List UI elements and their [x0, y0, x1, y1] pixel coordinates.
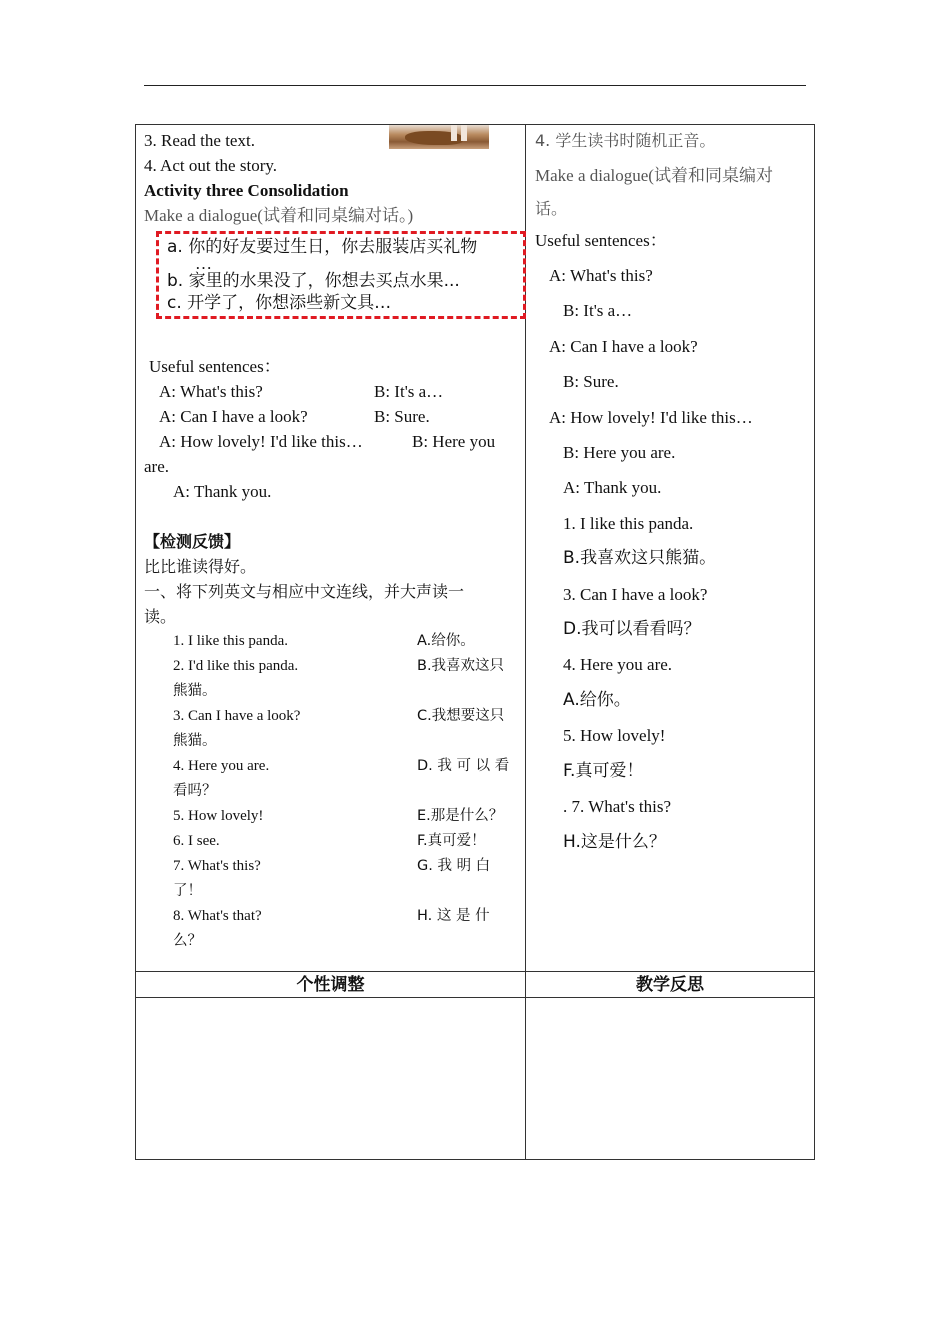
match-cn-e: E.那是什么？: [417, 808, 504, 824]
personal-adjustment-cell[interactable]: [136, 998, 525, 1159]
matching-exercise: [144, 629, 517, 954]
match-cn-h: H. 这 是 什: [417, 908, 490, 924]
activity-title: Activity three Consolidation: [144, 181, 349, 200]
header-personal-adjustment: 个性调整: [296, 975, 365, 995]
sentence-b1: B: It's a…: [374, 382, 444, 401]
right-item-6: B: Here you are.: [563, 443, 676, 463]
sentence-a1: A: What's this?: [159, 382, 263, 401]
right-item-14: 5. How lovely!: [563, 726, 666, 746]
right-item-13: A.给你。: [563, 689, 631, 710]
sentence-b3-cont: are.: [144, 457, 170, 476]
match-en-1: 1. I like this panda.: [173, 633, 288, 649]
right-item-17: H.这是什么？: [563, 831, 666, 852]
right-dialogue-instruction-cont: 话。: [535, 199, 568, 218]
right-item-3: A: Can I have a look?: [549, 336, 698, 356]
sentence-a2: A: Can I have a look?: [159, 407, 308, 426]
right-dialogue-instruction: Make a dialogue(试着和同桌编对: [535, 166, 773, 185]
scenario-c: c. 开学了，你想添些新文具…: [167, 293, 392, 313]
useful-sentences-block: [144, 379, 517, 479]
scenario-box: [156, 231, 526, 319]
exercise-instruction: 一、将下列英文与相应中文连线，并大声读一: [144, 582, 465, 601]
match-cn-d: D. 我 可 以 看: [417, 758, 510, 774]
right-item-8: 1. I like this panda.: [563, 513, 694, 533]
right-item-1: A: What's this?: [549, 266, 653, 285]
scenario-b: b. 家里的水果没了，你想去买点水果...: [167, 271, 460, 291]
match-en-4: 4. Here you are.: [173, 758, 270, 774]
match-cn-f: F.真可爱！: [417, 833, 486, 849]
right-item-10: 3. Can I have a look?: [563, 584, 708, 604]
make-dialogue-instruction: Make a dialogue(试着和同桌编对话。): [144, 206, 414, 225]
match-cn-c-cont: 熊猫。: [173, 733, 217, 749]
sentence-b3: B: Here you: [412, 432, 496, 451]
header-teaching-reflection: 教学反思: [636, 975, 704, 995]
match-cn-g: G. 我 明 白: [417, 858, 491, 874]
feedback-subtitle: 比比谁读得好。: [144, 557, 257, 576]
sentence-b2: B: Sure.: [374, 407, 430, 426]
feedback-title: 【检测反馈】: [144, 532, 241, 551]
match-cn-a: A.给你。: [417, 633, 475, 649]
match-cn-b-cont: 熊猫。: [173, 683, 217, 699]
match-cn-g-cont: 了！: [173, 883, 202, 899]
sentence-a3: A: How lovely! I'd like this…: [159, 432, 363, 451]
step-act-story: 4. Act out the story.: [144, 156, 277, 175]
match-en-8: 8. What's that?: [173, 908, 262, 924]
teaching-reflection-cell[interactable]: [526, 998, 814, 1159]
right-item-5: A: How lovely! I'd like this…: [549, 407, 753, 427]
right-item-11: D.我可以看看吗？: [563, 619, 701, 640]
right-correction-note: 4. 学生读书时随机正音。: [535, 131, 716, 150]
match-en-6: 6. I see.: [173, 833, 220, 849]
right-item-12: 4. Here you are.: [563, 655, 673, 675]
scenario-a: a. 你的好友要过生日，你去服装店买礼物: [167, 237, 478, 257]
match-cn-c: C.我想要这只: [417, 708, 505, 724]
right-item-4: B: Sure.: [563, 372, 619, 392]
lesson-table: [135, 124, 815, 1160]
right-item-7: A: Thank you.: [563, 478, 662, 498]
match-en-2: 2. I'd like this panda.: [173, 658, 299, 674]
story-illustration: [389, 125, 489, 149]
right-item-2: B: It's a…: [563, 301, 633, 321]
right-notes-cell: [526, 125, 814, 971]
useful-sentences-label: Useful sentences：: [149, 357, 281, 376]
match-en-5: 5. How lovely!: [173, 808, 264, 824]
match-cn-d-cont: 看吗？: [173, 783, 217, 799]
exercise-instruction-cont: 读。: [144, 607, 177, 626]
left-activity-cell: [136, 125, 525, 971]
step-read-text: 3. Read the text.: [144, 131, 255, 150]
right-item-16: . 7. What's this?: [563, 797, 672, 817]
scenario-a-cont: …: [195, 254, 212, 273]
match-cn-b: B.我喜欢这只: [417, 658, 505, 674]
match-en-3: 3. Can I have a look?: [173, 708, 301, 724]
right-item-9: B.我喜欢这只熊猫。: [563, 548, 717, 569]
header-rule: [144, 85, 806, 86]
right-useful-label: Useful sentences：: [535, 231, 667, 250]
match-cn-h-cont: 么？: [173, 933, 202, 949]
right-item-15: F.真可爱！: [563, 760, 644, 781]
match-en-7: 7. What's this?: [173, 858, 261, 874]
sentence-a4: A: Thank you.: [173, 482, 272, 501]
